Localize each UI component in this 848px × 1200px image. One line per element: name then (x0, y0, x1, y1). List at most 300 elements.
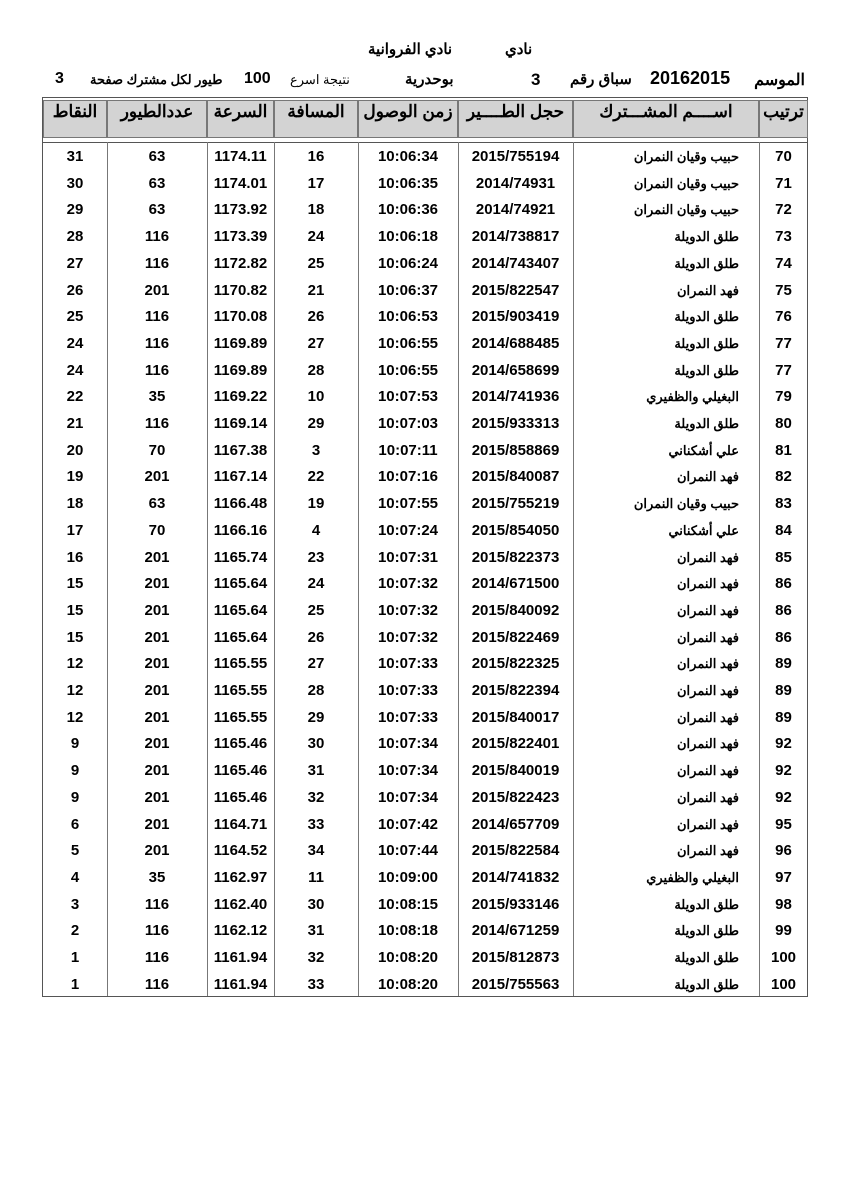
table-row (43, 704, 807, 731)
cell-arrival-time: 10:07:11 (378, 441, 438, 459)
cell-ring-number: 2014/657709 (471, 815, 560, 833)
cell-bird-count: 201 (144, 815, 170, 833)
cell-ring-number: 2015/822394 (471, 682, 560, 699)
cell-points: 9 (70, 788, 80, 806)
cell-bird-count: 70 (148, 521, 166, 539)
cell-bird-count: 116 (144, 254, 170, 272)
cell-distance: 18 (307, 201, 325, 219)
table-row (43, 490, 807, 517)
cell-arrival-time: 10:07:34 (377, 762, 439, 780)
cell-rank: 89 (775, 708, 792, 726)
cell-arrival-time: 10:07:16 (377, 468, 439, 486)
header-arrival-time: زمن الوصول (358, 100, 458, 138)
cell-speed: 1165.64 (213, 601, 268, 619)
cell-arrival-time: 10:08:20 (377, 949, 439, 966)
cell-ring-number: 2015/840019 (471, 762, 560, 780)
cell-speed: 1165.46 (213, 735, 268, 753)
cell-bird-count: 35 (148, 388, 166, 406)
cell-arrival-time: 10:08:18 (377, 922, 439, 940)
cell-speed: 1174.01 (213, 174, 268, 192)
cell-distance: 26 (307, 628, 325, 646)
results-table (42, 97, 808, 997)
cell-distance: 17 (307, 174, 325, 192)
table-row (43, 971, 807, 998)
table-row (43, 357, 807, 384)
table-row (43, 811, 807, 838)
column-divider (759, 142, 760, 996)
cell-member-name: طلق الدويلة (674, 976, 739, 992)
cell-arrival-time: 10:07:33 (377, 682, 439, 699)
cell-bird-count: 201 (144, 682, 170, 699)
race-value: 3 (531, 70, 541, 89)
cell-ring-number: 2015/755219 (471, 495, 560, 513)
cell-points: 12 (66, 655, 84, 673)
cell-arrival-time: 10:06:53 (377, 308, 439, 326)
column-divider (458, 142, 459, 996)
cell-arrival-time: 10:08:20 (377, 975, 439, 993)
cell-bird-count: 116 (144, 415, 170, 432)
cell-distance: 33 (307, 975, 325, 993)
cell-ring-number: 2014/688485 (471, 334, 560, 352)
cell-member-name: حبيب وقيان النمران (633, 149, 739, 164)
cell-arrival-time: 10:06:35 (377, 174, 439, 192)
cell-distance: 24 (307, 575, 325, 593)
fastest-value: 100 (244, 70, 271, 87)
cell-rank: 77 (775, 361, 792, 379)
cell-rank: 81 (775, 441, 792, 459)
cell-points: 9 (70, 735, 80, 753)
cell-distance: 11 (308, 868, 324, 886)
table-row (43, 944, 807, 971)
cell-bird-count: 35 (148, 868, 166, 886)
cell-rank: 86 (775, 575, 792, 593)
table-row (43, 624, 807, 651)
cell-ring-number: 2015/822584 (471, 842, 560, 860)
table-row (43, 437, 807, 464)
cell-speed: 1161.94 (213, 975, 268, 993)
cell-member-name: طلق الدويلة (674, 309, 739, 325)
table-row (43, 383, 807, 410)
cell-speed: 1169.89 (213, 334, 268, 352)
cell-speed: 1161.94 (213, 949, 268, 966)
cell-speed: 1173.92 (213, 201, 268, 219)
cell-distance: 21 (307, 281, 325, 299)
cell-rank: 86 (775, 628, 792, 646)
cell-distance: 10 (307, 388, 325, 406)
cell-arrival-time: 10:07:44 (377, 842, 439, 860)
cell-points: 4 (70, 868, 80, 886)
cell-speed: 1170.08 (213, 308, 268, 326)
cell-points: 27 (66, 254, 84, 272)
cell-rank: 70 (775, 148, 792, 165)
cell-bird-count: 63 (148, 148, 166, 165)
cell-bird-count: 63 (148, 201, 166, 219)
cell-bird-count: 201 (144, 281, 170, 299)
cell-arrival-time: 10:07:32 (377, 628, 439, 646)
cell-ring-number: 2014/738817 (471, 228, 560, 246)
cell-member-name: علي أشكناني (668, 442, 739, 458)
cell-arrival-time: 10:09:00 (377, 868, 439, 886)
cell-speed: 1162.40 (213, 895, 268, 913)
cell-rank: 100 (770, 949, 797, 966)
cell-points: 20 (66, 441, 84, 459)
cell-member-name: فهد النمران (677, 789, 739, 805)
cell-points: 1 (70, 975, 80, 993)
column-divider (358, 142, 359, 996)
cell-speed: 1165.46 (213, 762, 268, 780)
table-row (43, 250, 807, 277)
cell-bird-count: 201 (144, 468, 170, 486)
cell-distance: 30 (307, 735, 325, 753)
cell-ring-number: 2015/822469 (471, 628, 560, 646)
cell-points: 9 (70, 762, 80, 780)
cell-speed: 1166.16 (213, 521, 268, 539)
cell-distance: 26 (307, 308, 325, 326)
cell-member-name: حبيب وقيان النمران (633, 496, 739, 512)
cell-points: 21 (66, 415, 84, 432)
cell-bird-count: 201 (144, 842, 170, 860)
cell-rank: 99 (775, 922, 792, 940)
race-label: سباق رقم (570, 71, 632, 88)
cell-speed: 1165.55 (213, 682, 268, 699)
cell-arrival-time: 10:06:18 (377, 228, 439, 246)
cell-arrival-time: 10:06:55 (377, 361, 439, 379)
cell-points: 24 (66, 334, 84, 352)
cell-speed: 1169.89 (213, 361, 268, 379)
cell-member-name: طلق الدويلة (674, 362, 739, 378)
cell-speed: 1162.97 (213, 868, 268, 886)
cell-bird-count: 63 (148, 495, 166, 513)
column-divider (274, 142, 275, 996)
cell-rank: 73 (775, 228, 792, 246)
cell-rank: 92 (775, 788, 792, 806)
cell-distance: 28 (307, 682, 325, 699)
cell-arrival-time: 10:07:53 (377, 388, 439, 406)
cell-ring-number: 2015/822547 (471, 281, 560, 299)
cell-member-name: فهد النمران (677, 816, 739, 832)
cell-member-name: فهد النمران (677, 549, 739, 565)
cell-bird-count: 201 (144, 788, 170, 806)
cell-ring-number: 2015/812873 (471, 949, 560, 966)
cell-member-name: فهد النمران (677, 602, 739, 618)
cell-member-name: علي أشكناني (668, 522, 739, 538)
cell-distance: 25 (307, 254, 325, 272)
cell-bird-count: 201 (144, 735, 170, 753)
cell-speed: 1167.14 (213, 468, 268, 486)
cell-bird-count: 201 (144, 575, 170, 593)
cell-rank: 98 (775, 895, 792, 913)
cell-rank: 92 (775, 735, 792, 753)
cell-distance: 3 (311, 441, 321, 459)
cell-arrival-time: 10:07:03 (377, 415, 439, 432)
cell-rank: 71 (775, 174, 792, 192)
club-label: نادي (505, 41, 533, 58)
table-row (43, 223, 807, 250)
cell-bird-count: 201 (144, 708, 170, 726)
cell-points: 22 (66, 388, 84, 406)
table-row (43, 864, 807, 891)
cell-points: 3 (70, 895, 80, 913)
table-row (43, 757, 807, 784)
per-member-label: طيور لكل مشترك صفحة (90, 72, 223, 87)
cell-bird-count: 201 (144, 548, 170, 566)
cell-ring-number: 2015/755563 (471, 975, 560, 993)
cell-rank: 83 (775, 495, 792, 513)
cell-points: 2 (70, 922, 80, 940)
table-row (43, 570, 807, 597)
cell-arrival-time: 10:07:32 (377, 575, 439, 593)
column-divider (573, 142, 574, 996)
cell-distance: 31 (307, 922, 325, 940)
cell-member-name: فهد النمران (677, 576, 739, 592)
cell-speed: 1170.82 (213, 281, 268, 299)
cell-member-name: طلق الدويلة (674, 255, 739, 271)
cell-member-name: البغيلي والظفيري (646, 389, 739, 405)
cell-speed: 1164.71 (213, 815, 268, 833)
table-row (43, 650, 807, 677)
cell-arrival-time: 10:07:33 (377, 655, 439, 673)
cell-bird-count: 201 (144, 655, 170, 673)
cell-distance: 29 (307, 708, 325, 726)
cell-distance: 33 (307, 815, 325, 833)
cell-arrival-time: 10:08:15 (377, 895, 439, 913)
cell-ring-number: 2015/933146 (471, 895, 560, 913)
cell-arrival-time: 10:07:34 (377, 735, 439, 753)
cell-speed: 1164.52 (213, 842, 268, 860)
cell-bird-count: 116 (144, 334, 170, 352)
cell-member-name: فهد النمران (677, 763, 739, 779)
cell-speed: 1165.74 (213, 548, 268, 566)
cell-rank: 89 (775, 655, 792, 673)
table-row (43, 196, 807, 223)
cell-member-name: طلق الدويلة (674, 923, 739, 939)
season-value: 20162015 (650, 68, 731, 88)
cell-ring-number: 2015/822325 (471, 655, 560, 673)
cell-rank: 75 (775, 281, 792, 299)
cell-arrival-time: 10:07:32 (377, 601, 439, 619)
cell-ring-number: 2015/933313 (471, 415, 560, 432)
cell-points: 12 (66, 682, 84, 699)
cell-distance: 29 (307, 415, 325, 432)
cell-arrival-time: 10:06:37 (377, 281, 439, 299)
cell-ring-number: 2014/671259 (471, 922, 560, 940)
cell-speed: 1167.38 (213, 441, 268, 459)
cell-ring-number: 2014/658699 (471, 361, 560, 379)
cell-ring-number: 2014/741936 (471, 388, 560, 406)
cell-arrival-time: 10:07:33 (377, 708, 439, 726)
cell-bird-count: 201 (144, 601, 170, 619)
cell-ring-number: 2015/903419 (471, 308, 560, 326)
header-member-name: اســــم المشـــترك (573, 100, 759, 138)
cell-member-name: طلق الدويلة (674, 229, 739, 245)
cell-ring-number: 2015/854050 (471, 521, 560, 539)
cell-distance: 4 (311, 521, 321, 539)
cell-rank: 95 (775, 815, 792, 833)
table-row (43, 784, 807, 811)
cell-rank: 82 (775, 468, 792, 486)
cell-rank: 92 (775, 762, 792, 780)
cell-points: 26 (66, 281, 84, 299)
cell-points: 19 (66, 468, 84, 486)
table-header (43, 98, 807, 143)
cell-speed: 1165.55 (213, 655, 268, 673)
cell-rank: 80 (775, 415, 792, 432)
cell-ring-number: 2015/840017 (471, 708, 560, 726)
table-row (43, 544, 807, 571)
cell-speed: 1173.39 (213, 228, 268, 246)
cell-member-name: طلق الدويلة (674, 950, 739, 965)
table-row (43, 170, 807, 197)
cell-rank: 77 (775, 334, 792, 352)
cell-member-name: فهد النمران (677, 282, 739, 298)
header-distance: المسافة (274, 100, 358, 138)
cell-bird-count: 63 (148, 174, 166, 192)
cell-points: 17 (66, 521, 84, 539)
header-ring-number: حجل الطــــير (458, 100, 573, 138)
cell-ring-number: 2015/840092 (471, 601, 560, 619)
cell-distance: 24 (307, 228, 325, 246)
cell-member-name: فهد النمران (677, 843, 739, 859)
cell-distance: 30 (307, 895, 325, 913)
header-rank: ترتيب (759, 100, 808, 138)
cell-member-name: فهد النمران (677, 469, 739, 485)
table-row (43, 730, 807, 757)
cell-ring-number: 2014/74931 (475, 174, 556, 192)
cell-points: 29 (66, 201, 84, 219)
cell-points: 25 (66, 308, 84, 326)
page-value: 3 (55, 70, 64, 87)
cell-member-name: البغيلي والظفيري (646, 869, 739, 885)
cell-speed: 1165.64 (213, 628, 268, 646)
cell-distance: 32 (307, 949, 325, 966)
cell-arrival-time: 10:07:42 (377, 815, 439, 833)
cell-bird-count: 201 (144, 628, 170, 646)
season-label: الموسم (754, 72, 805, 89)
cell-bird-count: 116 (144, 975, 170, 993)
table-row (43, 463, 807, 490)
cell-ring-number: 2015/822423 (471, 788, 560, 806)
cell-points: 6 (70, 815, 80, 833)
cell-member-name: طلق الدويلة (674, 896, 739, 912)
cell-distance: 19 (307, 495, 325, 513)
table-row (43, 917, 807, 944)
cell-speed: 1162.12 (213, 922, 268, 940)
cell-arrival-time: 10:07:31 (377, 548, 439, 566)
cell-bird-count: 116 (144, 895, 170, 913)
table-row (43, 303, 807, 330)
cell-distance: 31 (307, 762, 325, 780)
cell-distance: 27 (307, 334, 325, 352)
header-bird-count: عددالطيور (107, 100, 207, 138)
table-row (43, 597, 807, 624)
cell-rank: 86 (775, 601, 792, 619)
cell-speed: 1174.11 (214, 148, 267, 165)
table-row (43, 410, 807, 437)
table-row (43, 891, 807, 918)
cell-rank: 96 (775, 842, 792, 860)
cell-points: 30 (66, 174, 84, 192)
cell-member-name: فهد النمران (677, 629, 739, 645)
cell-rank: 100 (770, 975, 797, 993)
cell-rank: 76 (775, 308, 792, 326)
cell-bird-count: 116 (144, 228, 170, 246)
cell-ring-number: 2014/741832 (471, 868, 560, 886)
cell-speed: 1165.64 (213, 575, 268, 593)
cell-points: 15 (66, 575, 84, 593)
cell-rank: 84 (775, 521, 792, 539)
cell-speed: 1169.14 (213, 415, 268, 432)
cell-rank: 72 (775, 201, 792, 219)
cell-arrival-time: 10:07:34 (377, 788, 439, 806)
cell-member-name: حبيب وقيان النمران (633, 202, 739, 218)
cell-bird-count: 116 (144, 361, 170, 379)
cell-points: 15 (66, 601, 84, 619)
cell-distance: 22 (307, 468, 325, 486)
cell-points: 16 (66, 548, 84, 566)
cell-distance: 32 (307, 788, 325, 806)
cell-ring-number: 2014/74921 (475, 201, 556, 219)
header-points: النقاط (43, 100, 107, 138)
cell-distance: 28 (307, 361, 325, 379)
cell-arrival-time: 10:06:24 (377, 254, 439, 272)
table-row (43, 837, 807, 864)
cell-ring-number: 2015/822401 (471, 735, 560, 753)
cell-bird-count: 116 (144, 949, 170, 966)
cell-ring-number: 2014/671500 (471, 575, 560, 593)
cell-ring-number: 2014/743407 (471, 254, 560, 272)
table-row (43, 517, 807, 544)
cell-speed: 1169.22 (213, 388, 268, 406)
cell-bird-count: 201 (144, 762, 170, 780)
cell-points: 5 (70, 842, 80, 860)
cell-speed: 1166.48 (213, 495, 268, 513)
cell-rank: 89 (775, 682, 792, 699)
cell-points: 18 (66, 495, 84, 513)
cell-rank: 85 (775, 548, 792, 566)
cell-bird-count: 116 (144, 922, 170, 940)
cell-bird-count: 116 (144, 308, 170, 326)
cell-ring-number: 2015/822373 (471, 548, 560, 566)
cell-rank: 74 (775, 254, 792, 272)
cell-points: 28 (66, 228, 84, 246)
column-divider (207, 142, 208, 996)
table-row (43, 277, 807, 304)
cell-distance: 23 (307, 548, 325, 566)
cell-ring-number: 2015/755194 (471, 148, 560, 165)
race-name: بوحدرية (405, 71, 454, 88)
cell-points: 12 (66, 708, 84, 726)
cell-points: 1 (70, 949, 80, 966)
cell-member-name: فهد النمران (677, 709, 739, 725)
table-row (43, 677, 807, 704)
cell-arrival-time: 10:06:34 (377, 148, 439, 165)
cell-ring-number: 2015/840087 (471, 468, 560, 486)
cell-distance: 25 (307, 601, 325, 619)
cell-member-name: فهد النمران (677, 683, 739, 698)
cell-speed: 1165.55 (213, 708, 268, 726)
cell-member-name: فهد النمران (677, 656, 739, 672)
cell-arrival-time: 10:06:36 (377, 201, 439, 219)
fastest-label: نتيجة اسرع (290, 72, 350, 87)
table-row (43, 143, 807, 170)
cell-speed: 1172.82 (213, 254, 268, 272)
cell-arrival-time: 10:07:55 (377, 495, 439, 513)
cell-points: 31 (66, 148, 84, 165)
cell-points: 24 (66, 361, 84, 379)
club-name: نادي الفروانية (368, 41, 453, 58)
cell-points: 15 (66, 628, 84, 646)
header-speed: السرعة (207, 100, 274, 138)
